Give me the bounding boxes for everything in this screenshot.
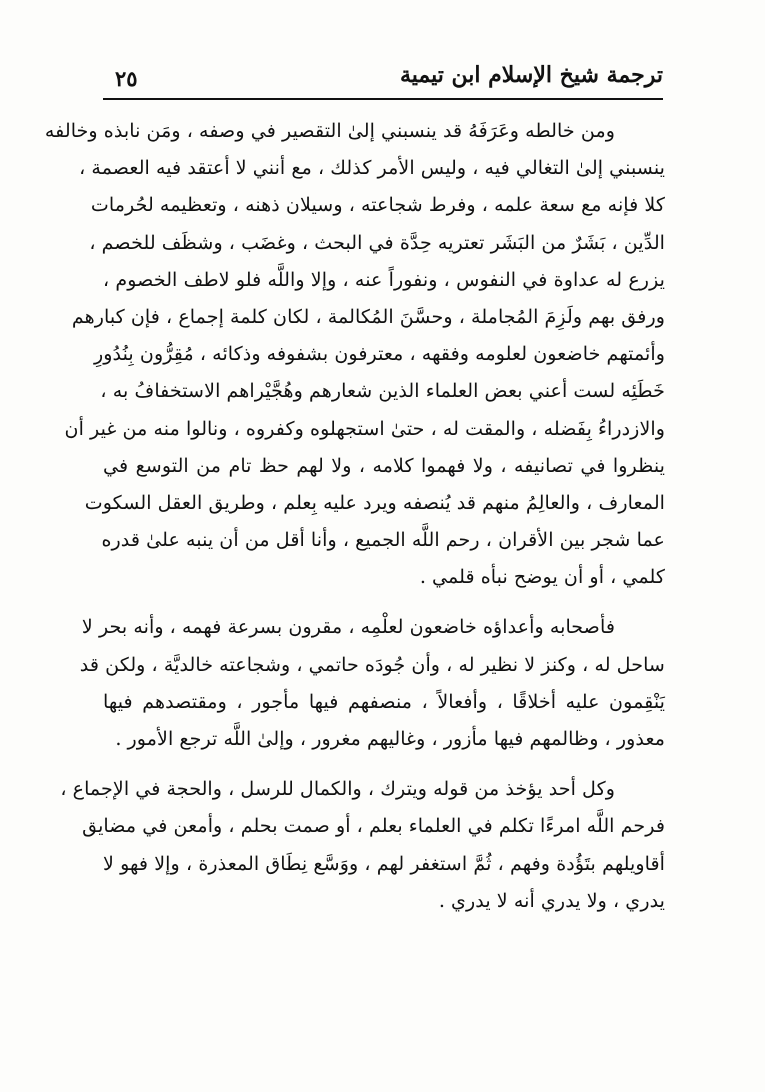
text-line: عما شجر بين الأقران ، رحم اللَّه الجميع ، وأنا أقل من أن ينبه علىٰ قدره	[101, 528, 665, 552]
text-line: كلمي ، أو أن يوضح نبأه قلمي .	[419, 565, 665, 589]
text-line: المعارف ، والعالِمُ منهم قد يُنصفه ويرد عليه بِعلم ، وطريق العقل السكوت	[84, 490, 665, 514]
page-number: ٢٥	[115, 66, 138, 91]
text-line: ساحل له ، وكنز لا نظير له ، وأن جُودَه حاتمي ، وشجاعته خالديَّة ، ولكن قد	[79, 652, 665, 676]
paragraph	[79, 608, 665, 757]
text-line: يَنْقِمون عليه أخلاقًا ، وأفعالاً ، منصفهم فيها مأجور ، ومقتصدهم فيها	[103, 689, 665, 713]
text-line: كلا فإنه مع سعة علمه ، وفرط شجاعته ، وسيلان ذهنه ، وتعظيمه لحُرمات	[90, 193, 665, 217]
page-header	[103, 58, 663, 100]
text-line: ينظروا في تصانيفه ، ولا فهموا كلامه ، ولا لهم حظ تام من التوسع في	[103, 453, 665, 477]
text-line: أقاويلهم بتَؤُدة وفهم ، ثُمَّ استغفر لهم ، ووَسَّع نِطَاق المعذرة ، وإلا فهو لا	[103, 851, 665, 875]
text-line: ومن خالطه وعَرَفَهُ قد ينسبني إلىٰ التقصير في وصفه ، ومَن نابذه وخالفه	[44, 119, 615, 142]
text-line: الدِّين ، بَشَرٌ من البَشَر تعتريه حِدَّة في البحث ، وغضَب ، وشظَف للخصم ،	[89, 230, 665, 254]
body-text	[44, 112, 665, 919]
running-title: ترجمة شيخ الإسلام ابن تيمية	[399, 62, 663, 88]
text-line: خَطَئِه لست أعني بعض العلماء الذين شعارهم وهُجَّيْراهم الاستخفافُ به ،	[100, 379, 665, 403]
text-line: والازدراءُ بِفَضله ، والمقت له ، حتىٰ استجهلوه وكفروه ، ونالوا منه من غير أن	[64, 416, 665, 440]
paragraph	[44, 112, 665, 595]
paragraph	[60, 770, 665, 919]
text-line: ورفق بهم ولَزِمَ المُجاملة ، وحسَّنَ المُكالمة ، لكان كلمة إجماع ، فإن كبارهم	[71, 304, 665, 328]
text-line: يزرع له عداوة في النفوس ، ونفوراً عنه ، وإلا واللَّه فلو لاطف الخصوم ،	[103, 267, 665, 291]
text-line: وأئمتهم خاضعون لعلومه وفقهه ، معترفون بشفوفه وذكائه ، مُقِرُّون بِنُدُورِ	[94, 342, 665, 366]
text-line: ينسبني إلىٰ التغالي فيه ، وليس الأمر كذلك ، مع أنني لا أعتقد فيه العصمة ،	[79, 156, 665, 180]
text-line: فرحم اللَّه امرءًا تكلم في العلماء بعلم ، أو صمت بحلم ، وأمعن في مضايق	[82, 814, 665, 838]
text-line: وكل أحد يؤخذ من قوله ويترك ، والكمال للرسل ، والحجة في الإجماع ،	[60, 777, 615, 801]
text-line: معذور ، وظالمهم فيها مأزور ، وغاليهم مغرور ، وإلىٰ اللَّه ترجع الأمور .	[115, 727, 665, 750]
text-line: فأصحابه وأعداؤه خاضعون لعلْمِه ، مقرون بسرعة فهمه ، وأنه بحر لا	[81, 615, 615, 639]
text-line: يدري ، ولا يدري أنه لا يدري .	[438, 888, 665, 912]
